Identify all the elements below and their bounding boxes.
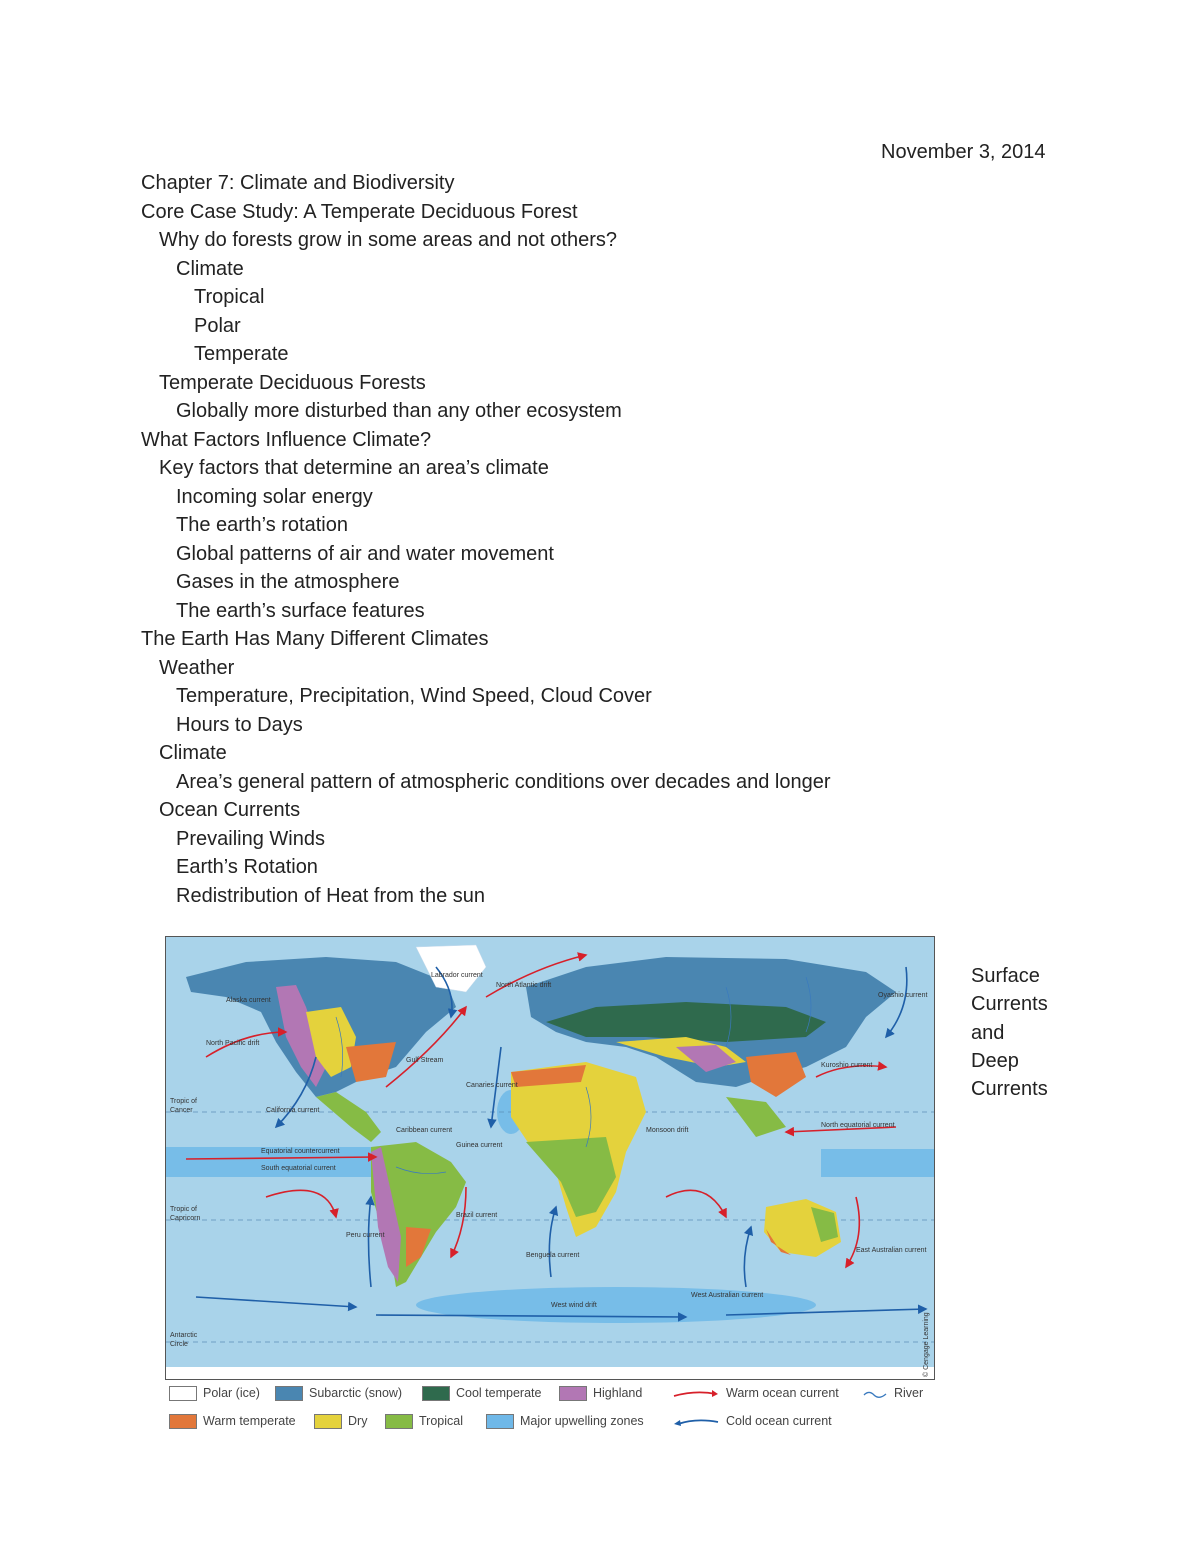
map-caption-line: Deep bbox=[971, 1049, 1019, 1072]
outline-line-level-0: Chapter 7: Climate and Biodiversity bbox=[141, 172, 455, 194]
legend-swatch bbox=[314, 1414, 342, 1429]
outline-line-level-2: Gases in the atmosphere bbox=[176, 571, 400, 593]
current-label: North Atlantic drift bbox=[496, 982, 552, 989]
legend-upwelling bbox=[486, 1413, 644, 1429]
legend-swatch bbox=[169, 1414, 197, 1429]
legend-highland bbox=[559, 1385, 642, 1401]
equatorial-upwelling-east bbox=[821, 1149, 934, 1177]
current-label: Oyashio current bbox=[878, 992, 928, 999]
notes-outline bbox=[141, 169, 1041, 910]
current-label: West wind drift bbox=[551, 1302, 597, 1309]
legend-cold-current bbox=[672, 1413, 832, 1429]
outline-line-level-2: Prevailing Winds bbox=[176, 827, 325, 850]
current-label: Brazil current bbox=[456, 1212, 498, 1219]
legend-swatch bbox=[275, 1386, 303, 1401]
outline-line-level-1: Climate bbox=[159, 742, 227, 764]
legend-label: Polar (ice) bbox=[203, 1386, 260, 1400]
current-label: West Australian current bbox=[691, 1292, 764, 1299]
legend-river bbox=[862, 1385, 923, 1401]
current-label: Labrador current bbox=[431, 972, 483, 979]
antarctic-circle-label: Antarctic Circle bbox=[170, 1332, 198, 1348]
legend-tropical bbox=[385, 1413, 463, 1429]
river-icon bbox=[862, 1388, 888, 1400]
legend-label: Tropical bbox=[419, 1414, 463, 1428]
current-label: South equatorial current bbox=[261, 1165, 336, 1172]
outline-line-level-2: Temperature, Precipitation, Wind Speed, Cloud Cover bbox=[176, 685, 652, 707]
map-canvas bbox=[166, 937, 934, 1379]
map-caption-line: Surface bbox=[971, 965, 1040, 987]
legend-swatch bbox=[169, 1386, 197, 1401]
legend-label: Warm ocean current bbox=[726, 1386, 839, 1400]
legend-warm-temperate bbox=[169, 1413, 296, 1429]
outline-line-level-3: Temperate bbox=[194, 343, 289, 365]
outline-line-level-3: Polar bbox=[194, 314, 241, 337]
tropic-of-capricorn-label: Tropic of Capricorn bbox=[170, 1206, 201, 1222]
legend-swatch bbox=[385, 1414, 413, 1429]
document-date: November 3, 2014 bbox=[881, 141, 1046, 163]
outline-line-level-1: Weather bbox=[159, 656, 235, 679]
legend-swatch bbox=[559, 1386, 587, 1401]
antarctica-ice bbox=[166, 1367, 934, 1379]
cold-current-arrow-icon bbox=[672, 1416, 720, 1428]
outline-line-level-1: Temperate Deciduous Forests bbox=[159, 371, 426, 394]
tropic-of-cancer-label: Tropic of Cancer bbox=[170, 1098, 197, 1114]
current-label: East Australian current bbox=[856, 1247, 927, 1254]
current-label: Canaries current bbox=[466, 1082, 518, 1089]
legend-label: Subarctic (snow) bbox=[309, 1386, 403, 1400]
outline-line-level-2: Redistribution of Heat from the sun bbox=[176, 884, 486, 907]
current-label: Benguela current bbox=[526, 1252, 580, 1259]
outline-line-level-1: Ocean Currents bbox=[159, 799, 301, 821]
outline-line-level-2: Global patterns of air and water movement bbox=[176, 542, 554, 565]
outline-line-level-2: Earth’s Rotation bbox=[176, 856, 318, 878]
warm-current-arrow-icon bbox=[672, 1388, 720, 1400]
map-legend bbox=[169, 1383, 949, 1443]
legend-label: Cold ocean current bbox=[726, 1414, 832, 1428]
map-caption-line: Currents bbox=[971, 1078, 1048, 1101]
legend-label: Warm temperate bbox=[203, 1414, 296, 1428]
map-credit: © Cengage Learning bbox=[923, 1312, 930, 1377]
legend-label: Major upwelling zones bbox=[520, 1414, 644, 1428]
current-label: Monsoon drift bbox=[646, 1127, 689, 1134]
map-caption-line: Currents bbox=[971, 993, 1048, 1016]
outline-line-level-0: Core Case Study: A Temperate Deciduous Forest bbox=[141, 200, 578, 223]
current-label: Peru current bbox=[346, 1232, 385, 1239]
world-climate-map bbox=[165, 936, 935, 1380]
outline-line-level-2: The earth’s rotation bbox=[176, 514, 348, 536]
outline-line-level-2: The earth’s surface features bbox=[176, 599, 425, 622]
outline-line-level-0: The Earth Has Many Different Climates bbox=[141, 628, 489, 650]
legend-label: Dry bbox=[348, 1414, 368, 1428]
outline-line-level-2: Incoming solar energy bbox=[176, 485, 373, 508]
legend-swatch bbox=[422, 1386, 450, 1401]
map-caption-line: and bbox=[971, 1021, 1005, 1044]
outline-line-level-1: Key factors that determine an area’s climate bbox=[159, 457, 549, 479]
legend-warm-current bbox=[672, 1385, 839, 1401]
legend-label: Highland bbox=[593, 1386, 643, 1400]
outline-line-level-2: Hours to Days bbox=[176, 713, 303, 736]
outline-line-level-0: What Factors Influence Climate? bbox=[141, 428, 432, 451]
outline-line-level-3: Tropical bbox=[194, 286, 265, 308]
legend-polar bbox=[169, 1385, 260, 1401]
antarctica bbox=[166, 1367, 934, 1379]
current-label: Gulf Stream bbox=[406, 1057, 444, 1064]
legend-label: Cool temperate bbox=[456, 1386, 542, 1400]
current-label: North equatorial current bbox=[821, 1122, 895, 1129]
map-caption bbox=[971, 962, 1048, 1103]
current-label: Alaska current bbox=[226, 997, 271, 1004]
current-label: California current bbox=[266, 1107, 320, 1114]
outline-line-level-2: Globally more disturbed than any other ecosystem bbox=[176, 400, 622, 422]
current-label: Guinea current bbox=[456, 1142, 503, 1149]
legend-cool-temperate bbox=[422, 1385, 541, 1401]
current-label: Equatorial countercurrent bbox=[261, 1148, 340, 1155]
legend-label: River bbox=[894, 1386, 924, 1400]
current-label: North Pacific drift bbox=[206, 1040, 260, 1047]
legend-subarctic bbox=[275, 1385, 402, 1401]
outline-line-level-2: Area’s general pattern of atmospheric conditions over decades and longer bbox=[176, 770, 831, 793]
current-label: Kuroshio current bbox=[821, 1062, 873, 1069]
outline-line-level-2: Climate bbox=[176, 257, 244, 280]
legend-swatch bbox=[486, 1414, 514, 1429]
legend-dry bbox=[314, 1413, 367, 1429]
outline-line-level-1: Why do forests grow in some areas and not others? bbox=[159, 229, 618, 251]
current-label: Caribbean current bbox=[396, 1127, 453, 1134]
